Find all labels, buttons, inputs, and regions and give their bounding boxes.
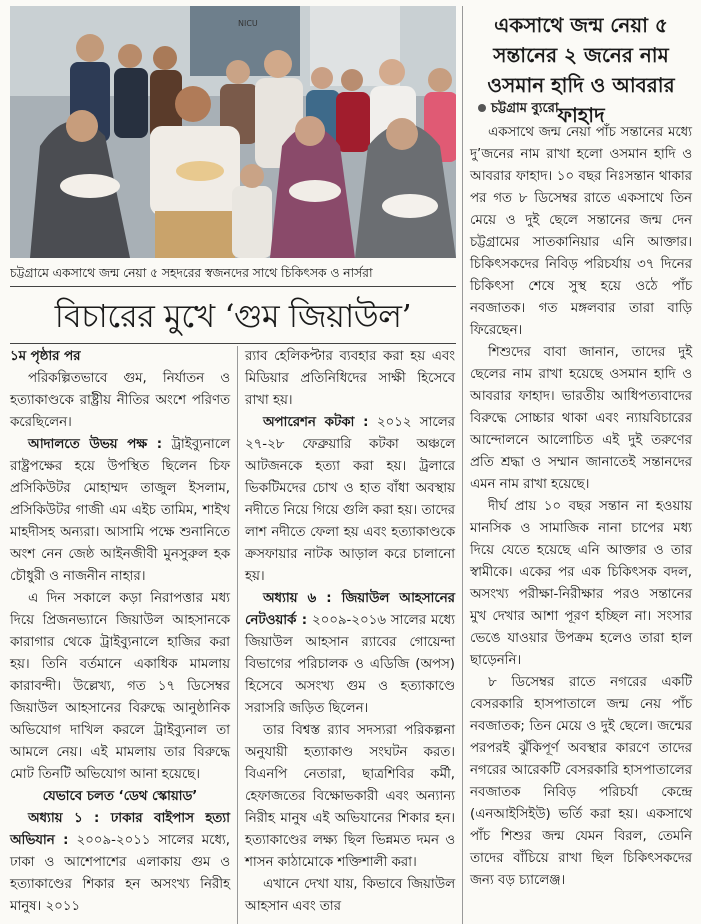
paragraph: শিশুদের বাবা জানান, তাদের দুই ছেলের নাম রাখা হয়েছে ওসমান হাদি ও আবরার ফাহাদ। ভারতীয় আধিপত্যবাদের বিরুদ্ধে সোচ্চার থাকা এবং ন্যায়বিচারের আন্দোলনে আলোচিত এই দুই তরুণের প্রতি শ্রদ্ধা ও সম্মান জানাতেই সন্তানদের এমন নাম রাখা হয়েছে।	[470, 345, 692, 492]
paragraph: একসাথে জন্ম নেয়া পাঁচ সন্তানের মধ্যে দু’জনের নাম রাখা হলো ওসমান হাদি ও আবরার ফাহাদ। ১০ বছর নিঃসন্তান থাকার পর গত ৮ ডিসেম্বর রাতে একসাথে তিন মেয়ে ও দুই ছেলে সন্তানের জন্ম দেন চট্টগ্রামের সাতকানিয়ার এনি আক্তার। চিকিৎসকদের নিবিড় পরিচর্যায় ৩৭ দিনের চিকিৎসা শেষে সুস্থ হয়ে ওঠে পাঁচ নবজাতক। গত মঙ্গলবার তারা বাড়ি ফিরেছেন।	[470, 125, 692, 338]
column-rule	[462, 6, 463, 924]
main-headline: বিচারের মুখে ‘গুম জিয়াউল’	[54, 297, 412, 335]
side-story-headline: একসাথে জন্ম নেয়া ৫ সন্তানের ২ জনের নাম ওসমান হাদি ও আবরার ফাহাদ	[487, 13, 675, 127]
paragraph-text: ২০০৯-২০১১ সালের মধ্যে, ঢাকা ও আশেপাশের এলাকায় গুম ও হত্যাকাণ্ডের শিকার হন অসংখ্য নিরীহ মানুষ। ২০১১	[10, 833, 230, 914]
paragraph: ৮ ডিসেম্বর রাতে নগরের একটি বেসরকারি হাসপাতালে জন্ম নেয় পাঁচ নবজাতক; তিন মেয়ে ও দুই ছেলে। জন্মের পরপরই ঝুঁকিপূর্ণ অবস্থার কারণে তাদের নগরের আরেকটি বেসরকারি হাসপাতালের নবজাতক নিবিড় পরিচর্যা কেন্দ্রে (এনআইসিইউ) ভর্তি করা হয়। একসাথে পাঁচ শিশুর জন্ম যেমন বিরল, তেমনি তাদের বাঁচিয়ে রাখা ছিল চিকিৎসকদের জন্য বড় চ্যালেঞ্জ।	[470, 675, 692, 888]
main-story-column-1	[10, 346, 230, 918]
paragraph-lead-in: আদালতে উভয় পক্ষ :	[28, 437, 163, 452]
bureau-name: চট্টগ্রাম ব্যুরো	[491, 101, 559, 116]
bureau-byline	[478, 100, 559, 118]
paragraph-lead-in: অধ্যায় ১ : ঢাকার বাইপাস হত্যা অভিযান :	[10, 811, 230, 848]
column-rule	[237, 346, 238, 924]
paragraph	[245, 412, 455, 588]
nicu-sign: NICU	[238, 19, 258, 28]
paragraph: দীর্ঘ প্রায় ১০ বছর সন্তান না হওয়ায় মানসিক ও সামাজিক নানা চাপের মধ্য দিয়ে যেতে হয়েছে এনি আক্তার ও তার স্বামীকে। একের পর এক চিকিৎসক বদল, অসংখ্য পরীক্ষা-নিরীক্ষার পরও সন্তানের মুখ দেখার আশা পূরণ হচ্ছিল না। সংসার ভেঙে যাওয়ার উপক্রম হলেও তারা হাল ছাড়েননি।	[470, 499, 692, 668]
news-photo	[10, 6, 456, 258]
photo-illustration	[10, 6, 456, 258]
paragraph-text: ট্রাইব্যুনালে রাষ্ট্রপক্ষের হয়ে উপস্থিত ছিলেন চিফ প্রসিকিউটর মোহাম্মদ তাজুল ইসলাম, প্রসিকিউটর গাজী এম এইচ তামিম, শাইখ মাহদীসহ অন্যরা। আসামি পক্ষে শুনানিতে অংশ নেন জেষ্ঠ আইনজীবী মুনসুরুল হক চৌধুরী ও নাজনীন নাহার।	[10, 437, 230, 584]
paragraph-lead-in: অধ্যায় ৬ : জিয়াউল আহসানের নেটওয়ার্ক :	[245, 591, 455, 628]
bullet-icon	[478, 104, 486, 112]
paragraph-lead-in: অপারেশন কটকা :	[263, 415, 369, 430]
side-story-body	[470, 122, 692, 892]
paragraph-text: ২০১২ সালের ২৭-২৮ ফেব্রুয়ারি কটকা অঞ্চলে আটজনকে হত্যা করা হয়। ট্রলারে ভিকটিমদের চোখ ও হাত বাঁধা অবস্থায় নদীতে নিয়ে গিয়ে গুলি করা হয়। তাদের লাশ নদীতে ফেলা হয় এবং হত্যাকাণ্ডকে ক্রসফায়ার নাটক আড়াল করে চালানো হয়।	[245, 415, 455, 584]
divider	[10, 343, 456, 344]
subheading: যেভাবে চলত ‘ডেথ স্কোয়াড’	[42, 789, 198, 804]
paragraph-text: ২০০৯-২০১৬ সালের মধ্যে জিয়াউল আহসান র‍্যাবের গোয়েন্দা বিভাগের পরিচালক ও এডিজি (অপস) হিসেবে অসংখ্য গুম ও হত্যাকাণ্ডে সরাসরি জড়িত ছিলেন।	[245, 613, 455, 716]
divider	[10, 286, 456, 287]
paragraph	[10, 434, 230, 588]
paragraph: তার বিশ্বস্ত র‍্যাব সদস্যরা পরিকল্পনা অনুযায়ী হত্যাকাণ্ড সংঘটন করত। বিএনপি নেতারা, ছাত্রশিবির কর্মী, হেফাজতের বিক্ষোভকারী এবং অন্যান্য নিরীহ মানুষ এই অভিযানের শিকার হন। হত্যাকাণ্ডের লক্ষ্য ছিল ভিন্নমত দমন ও শাসন কাঠামোকে শক্তিশালী করা।	[245, 723, 455, 870]
main-story-column-2	[245, 346, 455, 918]
lead-line: ১ম পৃষ্ঠার পর	[10, 349, 81, 364]
photo-caption: চট্টগ্রামে একসাথে জন্ম নেয়া ৫ সহদরের স্বজনদের সাথে চিকিৎসক ও নার্সরা	[10, 265, 373, 280]
paragraph	[10, 808, 230, 918]
paragraph: র‍্যাব হেলিকপ্টার ব্যবহার করা হয় এবং মিডিয়ার প্রতিনিধিদের সাক্ষী হিসেবে রাখা হয়।	[245, 349, 455, 408]
paragraph	[245, 588, 455, 720]
paragraph: পরিকল্পিতভাবে গুম, নির্যাতন ও হত্যাকাণ্ডকে রাষ্ট্রীয় নীতির অংশে পরিণত করেছিলেন।	[10, 371, 230, 430]
paragraph: এ দিন সকালে কড়া নিরাপত্তার মধ্য দিয়ে প্রিজনভ্যানে জিয়াউল আহসানকে কারাগার থেকে ট্রাইব্যুনালে হাজির করা হয়। তিনি বর্তমানে একাধিক মামলায় কারাবন্দী। উল্লেখ্য, গত ১৭ ডিসেম্বর জিয়াউল আহসানের বিরুদ্ধে আনুষ্ঠানিক অভিযোগ দাখিল করলে ট্রাইব্যুনাল তা আমলে নেয়। এই মামলায় তার বিরুদ্ধে মোট তিনটি অভিযোগ আনা হয়েছে।	[10, 591, 230, 782]
paragraph: এখানে দেখা যায়, কিভাবে জিয়াউল আহসান এবং তার	[245, 877, 455, 914]
